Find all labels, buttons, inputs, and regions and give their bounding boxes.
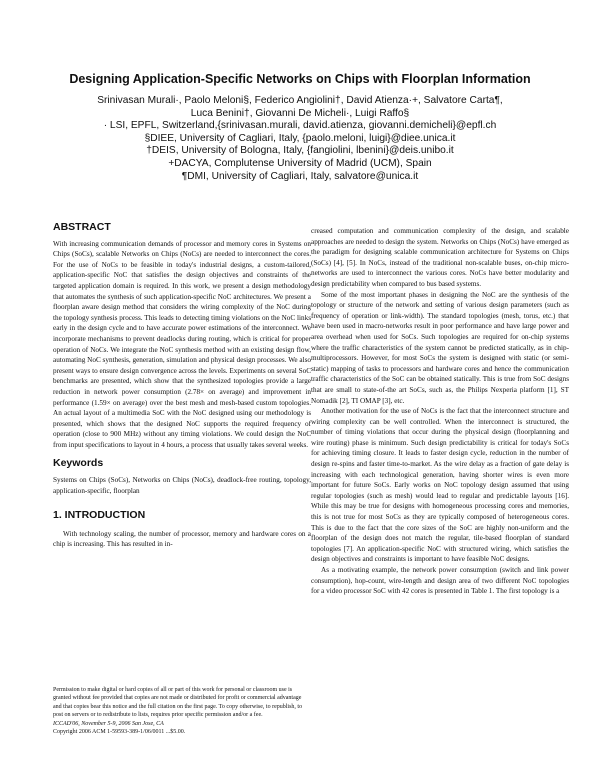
permission-text: Permission to make digital or hard copies of all or part of this work for personal or classroom use is granted without fee provided that copies are not made or distributed for profit or commercial advantage and that copies bear this notice and the full citation on the first page. To copy otherwise, to republish, to post on servers or to redistribute to lists, requires prior specific permission and/or a fee.	[53, 687, 303, 719]
keywords-text: Systems on Chips (SoCs), Networks on Chips (NoCs), deadlock-free routing, topology, application-specific, floorplan	[53, 476, 311, 495]
copyright-footnote	[53, 686, 311, 736]
author-line: Luca Benini†, Giovanni De Micheli·, Luigi Raffo§	[190, 107, 410, 119]
affiliation-line: · LSI, EPFL, Switzerland,{srinivasan.murali, david.atienza, giovanni.demicheli}@epfl.ch	[103, 120, 497, 132]
affiliation-line: §DIEE, University of Cagliari, Italy, {paolo.meloni, luigi}@diee.unica.it	[144, 132, 456, 144]
abstract-text: With increasing communication demands of processor and memory cores in Systems on Chips (SoCs), scalable Networks on Chips (NoCs) are needed to interconnect the cores. For the use of NoCs to be feasible in today's industrial designs, a custom-tailored, application-specific NoC that satisfies the design objectives and constraints of the targeted application domain is required. In this work, we present a design methodology that automates the synthesis of such application-specific NoC architectures. We present a floorplan aware design method that considers the wiring complexity of the NoC during the topology synthesis process. This leads to detecting timing violations on the NoC links early in the design cycle and to have accurate power estimations of the interconnect. We incorporate mechanisms to prevent deadlocks during routing, which is critical for proper operation of NoCs. We integrate the NoC synthesis method with an existing design flow, automating NoC synthesis, generation, simulation and physical design processes. We also present ways to ensure design convergence across the levels. Experiments on several SoC benchmarks are presented, which show that the synthesized topologies provide a large reduction in network power consumption (2.78× on average) and improvement in performance (1.59× on average) over the best mesh and mesh-based custom topologies. An actual layout of a multimedia SoC with the NoC designed using our methodology is presented, which shows that the designed NoC supports the required frequency of operation (close to 900 MHz) without any timing violations. We could design the NoC from input specifications to layout in 4 hours, a process that usually takes several weeks.	[53, 239, 311, 449]
conference-line: ICCAD'06, November 5-9, 2006 San Jose, CA	[53, 720, 164, 727]
right-column	[311, 226, 569, 597]
body-paragraph: Another motivation for the use of NoCs is the fact that the interconnect structure and wiring complexity can be well controlled. When the interconnect is structured, the number of timing violations that occur during the physical design (floorplanning and wire routing) phase is minimum. Such design predictability is critical for today's SoCs for achieving timing closure. It leads to faster design cycle, reduction in the number of design re-spins and faster time-to-market. As the wire delay as a fraction of gate delay is increasing with each technological generation, having shorter wires is even more important for future SoCs. Early works on NoC topology design assumed that using regular topologies (such as mesh) would lead to regular and predictable layouts [16]. While this may be true for designs with homogeneous processing cores and memories, this is not true for most SoCs as they are typically composed of heterogeneous cores. This is due to the fact that the core sizes of the SoC are highly non-uniform and the floorplan of the design does not match the regular, tile-based floorplan of standard topologies [7]. An application-specific NoC with structured wiring, which satisfies the design objectives and constraints is important to have feasible NoC designs.	[311, 407, 569, 564]
keywords-heading: Keywords	[53, 457, 104, 470]
author-block	[40, 95, 560, 183]
paper-title: Designing Application-Specific Networks on Chips with Floorplan Information	[69, 72, 531, 86]
body-paragraph: creased computation and communication complexity of the design, and scalable approaches are needed to design the system. Networks on Chips (NoCs) have emerged as the paradigm for designing scalable communication architecture for Systems on Chips (SoCs) [4], [5]. In NoCs, instead of the traditional non-scalable buses, on-chip micro-networks are used to interconnect the various cores. NoCs have better modularity and design predictability when compared to bus based systems.	[311, 227, 569, 288]
abstract-heading: ABSTRACT	[53, 221, 111, 233]
affiliation-line: +DACYA, Complutense University of Madrid (UCM), Spain	[168, 157, 432, 169]
introduction-heading: 1. INTRODUCTION	[53, 509, 146, 522]
body-paragraph: Some of the most important phases in designing the NoC are the synthesis of the topology or structure of the network and setting of various design parameters (such as frequency of operation or link-width). The standard topologies (mesh, torus, etc.) that have been used in macro-networks result in poor performance and have large power and area overhead when used for SoCs. Such topologies are required for on-chip systems where the traffic characteristics of the system cannot be predicted statically, as in chip-multiprocessors. However, for most SoCs the system is designed with static (or semi-static) mapping of tasks to processors and hardware cores and hence the communication traffic characteristics of the SoC can be obtained statically. This is true from SoC designs that are small to state-of-the art SoCs, such as, the Philips Nexperia platform [1], ST Nomadik [2], TI OMAP [3], etc.	[311, 290, 569, 405]
introduction-text: With technology scaling, the number of processor, memory and hardware cores on a chip is increasing. This has resulted in in-	[53, 529, 311, 549]
body-paragraph: As a motivating example, the network power consumption (switch and link power consumption), hop-count, wire-length and design area of two different NoC topologies for a video processor SoC with 42 cores is presented in Table 1. The first topology is a	[311, 566, 569, 596]
left-column	[53, 222, 311, 550]
affiliation-line: ¶DMI, University of Cagliari, Italy, salvatore@unica.it	[181, 170, 419, 182]
affiliation-line: †DEIS, University of Bologna, Italy, {fangiolini, lbenini}@deis.unibo.it	[146, 145, 454, 157]
author-line: Srinivasan Murali·, Paolo Meloni§, Federico Angiolini†, David Atienza·+, Salvatore Carta¶,	[97, 95, 503, 106]
copyright-line: Copyright 2006 ACM 1-59593-389-1/06/0011 ...$5.00.	[53, 729, 186, 736]
